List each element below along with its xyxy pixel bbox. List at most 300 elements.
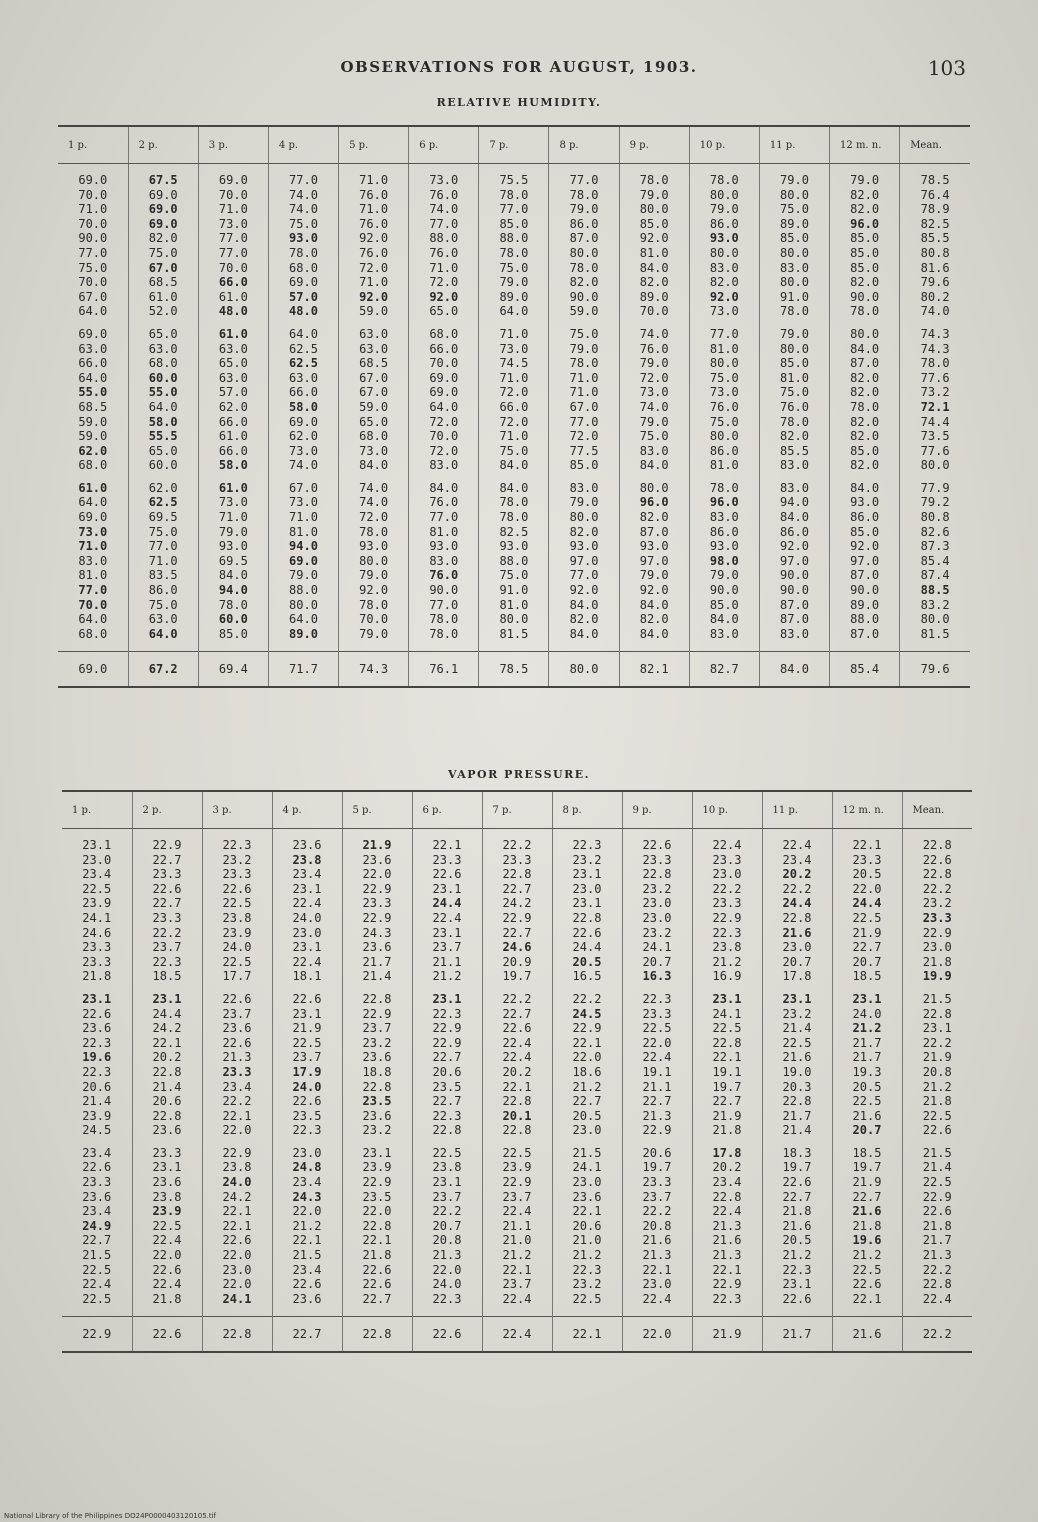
table-cell: 23.1 [922, 1021, 952, 1036]
table-cell: 78.0 [409, 612, 479, 627]
table-cell: 22.0 [202, 1248, 272, 1263]
humidity-section-title: RELATIVE HUMIDITY. [436, 96, 602, 109]
table-cell: 73.0 [198, 495, 268, 510]
table-cell: 22.4 [132, 1233, 202, 1248]
table-cell: 22.7 [62, 1233, 132, 1248]
mean-cell: 22.8 [202, 1317, 272, 1353]
table-cell: 84.0 [198, 568, 268, 583]
mean-cell: 22.8 [342, 1317, 412, 1353]
table-cell: 21.8 [62, 969, 132, 984]
table-cell: 64.0 [268, 612, 338, 627]
table-cell: 92.0 [619, 231, 689, 246]
table-cell: 93.0 [339, 539, 409, 554]
table-cell: 90.0 [689, 583, 759, 598]
column-header: 1 p. [62, 791, 132, 829]
table-row [62, 838, 972, 853]
table-cell: 22.5 [552, 1292, 622, 1307]
mean-cell: 22.0 [622, 1317, 692, 1353]
table-cell: 85.0 [830, 231, 900, 246]
table-cell: 71.0 [128, 554, 198, 569]
table-row [58, 400, 970, 415]
table-cell: 22.6 [832, 1277, 902, 1292]
table-cell: 79.0 [339, 627, 409, 642]
table-cell: 59.0 [339, 304, 409, 319]
table-cell: 79.2 [920, 495, 950, 510]
table-cell: 70.0 [198, 188, 268, 203]
table-cell: 78.9 [920, 202, 950, 217]
table-cell: 72.0 [409, 444, 479, 459]
table-cell: 21.9 [272, 1021, 342, 1036]
table-cell: 93.0 [689, 231, 759, 246]
table-cell: 21.9 [342, 838, 412, 853]
table-cell: 58.0 [268, 400, 338, 415]
table-cell: 21.3 [622, 1248, 692, 1263]
table-cell: 22.8 [342, 1219, 412, 1234]
table-cell: 80.0 [268, 598, 338, 613]
table-cell: 78.0 [409, 627, 479, 642]
table-cell: 52.0 [128, 304, 198, 319]
table-cell: 55.0 [58, 385, 128, 400]
table-cell: 92.0 [549, 583, 619, 598]
table-cell: 21.6 [832, 1204, 902, 1219]
table-cell: 58.0 [128, 415, 198, 430]
table-cell: 63.0 [339, 342, 409, 357]
table-cell: 84.0 [619, 627, 689, 642]
table-cell: 67.5 [128, 173, 198, 188]
table-cell: 22.2 [132, 926, 202, 941]
table-cell: 22.8 [922, 838, 952, 852]
table-row [62, 1175, 972, 1190]
table-cell: 64.0 [58, 371, 128, 386]
table-cell: 23.7 [342, 1021, 412, 1036]
table-cell: 23.3 [62, 955, 132, 970]
table-cell: 23.7 [482, 1190, 552, 1205]
table-cell: 22.6 [552, 926, 622, 941]
table-cell: 22.4 [482, 1050, 552, 1065]
table-cell: 22.5 [272, 1036, 342, 1051]
table-cell: 23.3 [412, 853, 482, 868]
table-cell: 23.1 [762, 1277, 832, 1292]
table-cell: 22.1 [412, 838, 482, 853]
table-cell: 61.0 [198, 290, 268, 305]
table-cell: 23.2 [202, 853, 272, 868]
table-row [58, 217, 970, 232]
table-cell: 23.6 [342, 1050, 412, 1065]
table-cell: 23.4 [272, 867, 342, 882]
mean-cell: 22.6 [412, 1317, 482, 1353]
table-cell: 21.2 [692, 955, 762, 970]
table-cell: 80.0 [689, 246, 759, 261]
table-cell: 23.3 [132, 1146, 202, 1161]
table-cell: 22.4 [132, 1277, 202, 1292]
spacer-row [62, 984, 972, 992]
table-cell: 74.0 [619, 400, 689, 415]
table-cell: 96.0 [689, 495, 759, 510]
table-cell: 21.8 [922, 1094, 952, 1109]
table-cell: 24.4 [762, 896, 832, 911]
table-cell: 88.0 [268, 583, 338, 598]
table-cell: 97.0 [619, 554, 689, 569]
table-cell: 21.7 [832, 1036, 902, 1051]
table-cell: 22.5 [202, 896, 272, 911]
table-cell: 23.3 [692, 896, 762, 911]
table-cell: 72.0 [479, 415, 549, 430]
table-cell: 22.8 [922, 1277, 952, 1292]
table-cell: 48.0 [268, 304, 338, 319]
table-cell: 22.8 [552, 911, 622, 926]
table-cell: 86.0 [830, 510, 900, 525]
table-cell: 57.0 [268, 290, 338, 305]
table-cell: 80.0 [549, 510, 619, 525]
table-cell: 22.7 [762, 1190, 832, 1205]
table-cell: 22.9 [132, 838, 202, 853]
table-cell: 80.0 [549, 246, 619, 261]
table-cell: 22.5 [132, 1219, 202, 1234]
table-cell: 77.6 [920, 443, 950, 458]
table-cell: 68.5 [58, 400, 128, 415]
table-cell: 23.7 [412, 1190, 482, 1205]
table-cell: 22.1 [692, 1263, 762, 1278]
table-cell: 58.0 [198, 458, 268, 473]
table-cell: 85.0 [830, 246, 900, 261]
mean-cell: 82.1 [619, 652, 689, 688]
table-cell: 22.8 [482, 867, 552, 882]
table-cell: 83.0 [759, 458, 829, 473]
table-cell: 82.0 [830, 415, 900, 430]
table-cell: 77.0 [689, 327, 759, 342]
table-cell: 22.1 [272, 1233, 342, 1248]
table-cell: 73.0 [268, 495, 338, 510]
table-cell: 78.0 [479, 510, 549, 525]
table-cell: 66.0 [198, 415, 268, 430]
table-cell: 23.2 [342, 1036, 412, 1051]
table-row [62, 1123, 972, 1138]
table-cell: 82.0 [830, 188, 900, 203]
table-cell: 69.0 [268, 554, 338, 569]
table-cell: 24.4 [832, 896, 902, 911]
table-row [62, 882, 972, 897]
table-cell: 64.0 [268, 327, 338, 342]
table-cell: 84.0 [549, 598, 619, 613]
table-cell: 77.0 [409, 510, 479, 525]
table-cell: 23.6 [272, 1292, 342, 1307]
table-row [58, 444, 970, 459]
table-cell: 76.0 [339, 188, 409, 203]
table-cell: 22.5 [762, 1036, 832, 1051]
vapor-table [62, 790, 972, 1353]
table-cell: 21.1 [412, 955, 482, 970]
table-cell: 20.6 [132, 1094, 202, 1109]
table-cell: 21.2 [552, 1248, 622, 1263]
table-cell: 75.0 [689, 415, 759, 430]
table-cell: 22.8 [482, 1094, 552, 1109]
table-cell: 68.0 [58, 627, 128, 642]
table-row [62, 1109, 972, 1124]
mean-cell: 21.9 [692, 1317, 762, 1353]
table-cell: 23.4 [762, 853, 832, 868]
table-cell: 80.0 [619, 481, 689, 496]
table-cell: 81.0 [268, 525, 338, 540]
table-cell: 23.1 [272, 940, 342, 955]
column-header: 11 p. [762, 791, 832, 829]
table-cell: 59.0 [339, 400, 409, 415]
table-cell: 84.0 [830, 481, 900, 496]
mean-cell: 80.0 [549, 652, 619, 688]
table-row [62, 1036, 972, 1051]
table-row [62, 1160, 972, 1175]
table-cell: 21.9 [692, 1109, 762, 1124]
table-cell: 85.0 [759, 231, 829, 246]
table-cell: 78.0 [830, 304, 900, 319]
table-cell: 23.5 [272, 1109, 342, 1124]
table-cell: 22.6 [132, 882, 202, 897]
table-cell: 80.0 [830, 327, 900, 342]
table-cell: 73.0 [619, 385, 689, 400]
table-cell: 22.3 [62, 1065, 132, 1080]
table-cell: 90.0 [58, 231, 128, 246]
table-cell: 87.0 [759, 612, 829, 627]
table-cell: 92.0 [339, 290, 409, 305]
table-row [62, 1021, 972, 1036]
table-row [58, 415, 970, 430]
table-cell: 23.9 [62, 896, 132, 911]
table-cell: 69.0 [128, 217, 198, 232]
table-cell: 88.0 [479, 554, 549, 569]
table-cell: 20.6 [62, 1080, 132, 1095]
table-cell: 24.3 [272, 1190, 342, 1205]
table-cell: 82.0 [830, 371, 900, 386]
table-cell: 22.5 [832, 1094, 902, 1109]
table-cell: 80.0 [619, 202, 689, 217]
table-cell: 23.7 [202, 1007, 272, 1022]
table-cell: 63.0 [268, 371, 338, 386]
table-cell: 93.0 [830, 495, 900, 510]
table-cell: 22.0 [552, 1050, 622, 1065]
table-cell: 22.7 [342, 1292, 412, 1307]
table-cell: 21.6 [622, 1233, 692, 1248]
mean-cell: 22.4 [482, 1317, 552, 1353]
table-cell: 79.0 [619, 415, 689, 430]
table-row [58, 510, 970, 525]
table-cell: 85.0 [830, 525, 900, 540]
table-cell: 63.0 [198, 342, 268, 357]
table-cell: 61.0 [198, 429, 268, 444]
table-cell: 24.9 [62, 1219, 132, 1234]
table-row [62, 1204, 972, 1219]
table-cell: 22.1 [342, 1233, 412, 1248]
table-cell: 22.4 [412, 911, 482, 926]
table-cell: 22.6 [762, 1175, 832, 1190]
table-cell: 23.6 [62, 1190, 132, 1205]
table-cell: 22.2 [202, 1094, 272, 1109]
table-cell: 78.0 [479, 188, 549, 203]
table-cell: 22.3 [412, 1109, 482, 1124]
table-cell: 22.9 [342, 911, 412, 926]
table-cell: 81.0 [689, 342, 759, 357]
table-cell: 78.0 [339, 525, 409, 540]
table-cell: 82.0 [619, 275, 689, 290]
table-cell: 24.4 [412, 896, 482, 911]
column-header: 12 m. n. [830, 126, 900, 164]
table-cell: 20.6 [552, 1219, 622, 1234]
table-row [62, 867, 972, 882]
table-cell: 21.2 [552, 1080, 622, 1095]
table-cell: 64.0 [128, 627, 198, 642]
table-row [58, 568, 970, 583]
table-cell: 22.3 [62, 1036, 132, 1051]
table-cell: 97.0 [759, 554, 829, 569]
table-cell: 22.5 [62, 882, 132, 897]
table-cell: 23.0 [272, 1146, 342, 1161]
table-row [58, 173, 970, 188]
table-cell: 22.6 [272, 992, 342, 1007]
table-cell: 64.0 [58, 495, 128, 510]
table-cell: 78.0 [549, 356, 619, 371]
table-cell: 69.5 [198, 554, 268, 569]
table-cell: 22.2 [552, 992, 622, 1007]
table-cell: 78.0 [689, 481, 759, 496]
table-cell: 82.0 [830, 458, 900, 473]
table-cell: 23.0 [202, 1263, 272, 1278]
table-row [62, 1050, 972, 1065]
mean-cell: 85.4 [830, 652, 900, 688]
table-cell: 79.0 [619, 188, 689, 203]
table-cell: 22.4 [482, 1036, 552, 1051]
table-cell: 21.6 [832, 1109, 902, 1124]
table-cell: 81.0 [479, 598, 549, 613]
table-cell: 83.0 [619, 444, 689, 459]
table-cell: 89.0 [268, 627, 338, 642]
table-cell: 22.3 [552, 838, 622, 853]
table-cell: 77.0 [58, 583, 128, 598]
table-cell: 80.0 [479, 612, 549, 627]
table-cell: 21.3 [412, 1248, 482, 1263]
table-cell: 63.0 [198, 371, 268, 386]
table-cell: 23.3 [132, 867, 202, 882]
table-cell: 22.3 [622, 992, 692, 1007]
table-cell: 23.8 [202, 1160, 272, 1175]
table-cell: 76.0 [619, 342, 689, 357]
table-cell: 93.0 [479, 539, 549, 554]
table-cell: 85.0 [759, 356, 829, 371]
column-header: 8 p. [552, 791, 622, 829]
table-cell: 80.0 [920, 458, 950, 473]
table-cell: 22.9 [342, 882, 412, 897]
table-cell: 65.0 [128, 444, 198, 459]
table-cell: 74.0 [920, 304, 950, 319]
table-cell: 22.9 [202, 1146, 272, 1161]
table-row [62, 896, 972, 911]
table-cell: 24.0 [412, 1277, 482, 1292]
table-cell: 21.8 [692, 1123, 762, 1138]
table-cell: 20.5 [762, 1233, 832, 1248]
table-cell: 21.2 [832, 1248, 902, 1263]
table-cell: 78.0 [689, 173, 759, 188]
mean-cell: 69.0 [58, 652, 128, 688]
table-cell: 97.0 [830, 554, 900, 569]
table-cell: 82.0 [830, 429, 900, 444]
table-cell: 17.9 [272, 1065, 342, 1080]
table-cell: 21.1 [622, 1080, 692, 1095]
table-cell: 22.0 [412, 1263, 482, 1278]
table-cell: 23.3 [62, 940, 132, 955]
table-cell: 70.0 [58, 598, 128, 613]
table-cell: 93.0 [619, 539, 689, 554]
table-cell: 82.0 [830, 275, 900, 290]
table-cell: 23.6 [62, 1021, 132, 1036]
table-row [62, 940, 972, 955]
mean-cell: 82.7 [689, 652, 759, 688]
mean-cell: 84.0 [759, 652, 829, 688]
table-row [58, 275, 970, 290]
table-cell: 75.0 [58, 261, 128, 276]
table-cell: 83.0 [58, 554, 128, 569]
table-cell: 59.0 [549, 304, 619, 319]
table-cell: 23.1 [412, 882, 482, 897]
table-cell: 77.0 [198, 246, 268, 261]
page-title: OBSERVATIONS FOR AUGUST, 1903. [340, 58, 698, 76]
table-cell: 69.5 [128, 510, 198, 525]
table-cell: 61.0 [128, 290, 198, 305]
table-cell: 22.1 [202, 1204, 272, 1219]
table-cell: 22.6 [272, 1094, 342, 1109]
table-cell: 90.0 [830, 583, 900, 598]
table-cell: 21.7 [832, 1050, 902, 1065]
table-cell: 63.0 [128, 342, 198, 357]
table-cell: 23.8 [412, 1160, 482, 1175]
table-cell: 21.8 [922, 1218, 952, 1233]
table-cell: 23.2 [622, 926, 692, 941]
table-cell: 90.0 [409, 583, 479, 598]
table-cell: 21.4 [342, 969, 412, 984]
column-header: 1 p. [58, 126, 128, 164]
table-row [62, 969, 972, 984]
table-cell: 93.0 [409, 539, 479, 554]
table-cell: 23.5 [342, 1094, 412, 1109]
table-cell: 80.2 [920, 289, 950, 304]
table-cell: 22.4 [692, 1204, 762, 1219]
table-cell: 69.0 [128, 202, 198, 217]
table-cell: 23.2 [342, 1123, 412, 1138]
table-cell: 64.0 [58, 612, 128, 627]
table-cell: 86.0 [759, 525, 829, 540]
table-cell: 19.1 [622, 1065, 692, 1080]
table-cell: 74.0 [339, 495, 409, 510]
table-cell: 86.0 [689, 525, 759, 540]
table-row [58, 612, 970, 627]
table-cell: 23.2 [922, 896, 952, 911]
table-cell: 89.0 [830, 598, 900, 613]
table-cell: 68.0 [128, 356, 198, 371]
column-header: 2 p. [132, 791, 202, 829]
table-cell: 87.0 [830, 356, 900, 371]
table-cell: 20.8 [622, 1219, 692, 1234]
table-cell: 16.9 [692, 969, 762, 984]
table-row [58, 261, 970, 276]
mean-row [58, 652, 970, 688]
table-cell: 22.5 [62, 1263, 132, 1278]
table-cell: 23.0 [552, 882, 622, 897]
table-cell: 55.5 [128, 429, 198, 444]
table-cell: 76.0 [409, 495, 479, 510]
table-cell: 23.1 [762, 992, 832, 1007]
table-cell: 22.9 [692, 1277, 762, 1292]
table-cell: 81.6 [920, 260, 950, 275]
table-cell: 70.0 [58, 217, 128, 232]
column-header: 3 p. [198, 126, 268, 164]
table-cell: 23.7 [132, 940, 202, 955]
mean-row [62, 1317, 972, 1353]
